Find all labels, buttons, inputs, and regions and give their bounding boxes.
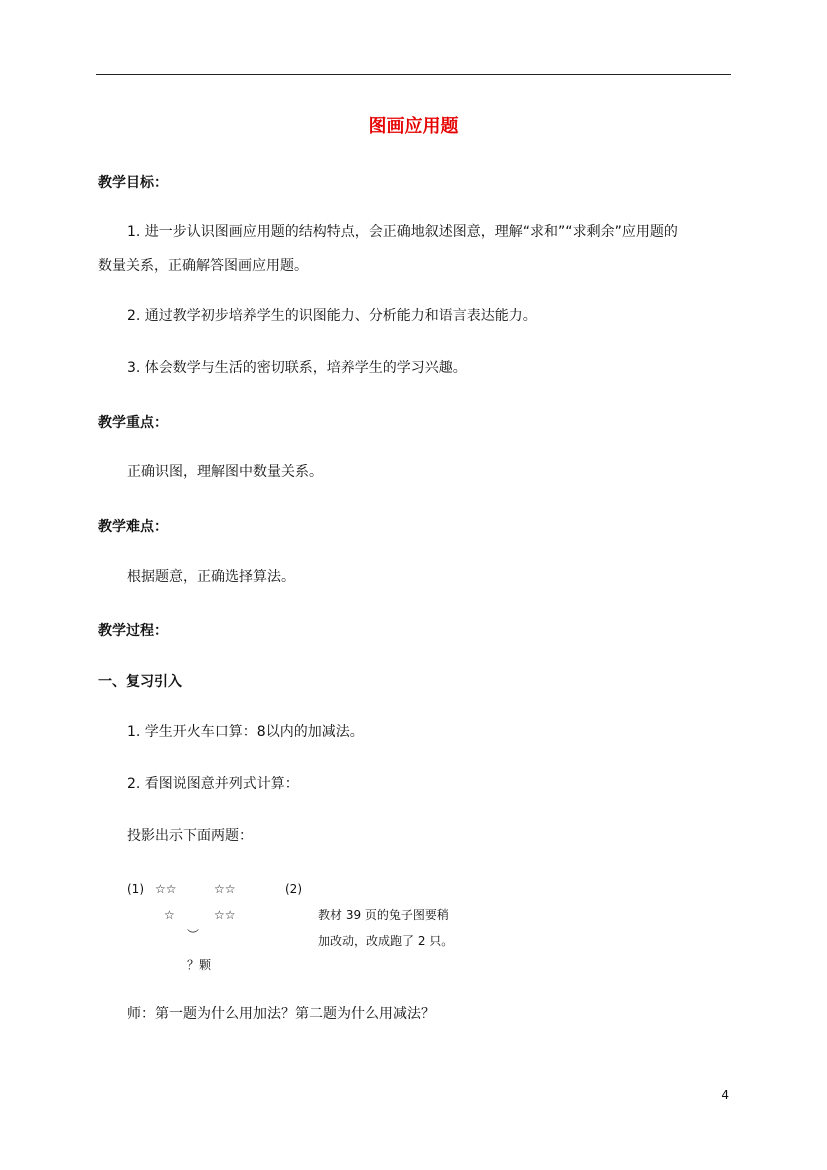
brace-icon: ︶ — [187, 928, 200, 942]
star-single-bottom-left: ☆ — [164, 908, 175, 922]
figure-note-line-1: 教材 39 页的兔子图要稍 — [318, 908, 449, 922]
heading-key-points: 教学重点： — [98, 415, 168, 431]
objective-2: 2. 通过教学初步培养学生的识图能力、分析能力和语言表达能力。 — [127, 308, 537, 324]
star-group-top-right: ☆☆ — [214, 882, 236, 896]
heading-process: 教学过程： — [98, 623, 168, 639]
star-group-top-left: ☆☆ — [155, 882, 177, 896]
section-1-heading: 一、复习引入 — [98, 674, 182, 690]
objective-3: 3. 体会数学与生活的密切联系，培养学生的学习兴趣。 — [127, 360, 467, 376]
teacher-question: 师：第一题为什么用加法？第二题为什么用减法？ — [127, 1006, 435, 1022]
star-group-bottom-right: ☆☆ — [214, 908, 236, 922]
problem-1-label: (1) — [127, 882, 144, 896]
header-rule — [96, 74, 731, 75]
page-number: 4 — [721, 1088, 729, 1102]
objective-1-line-2: 数量关系，正确解答图画应用题。 — [98, 258, 308, 274]
section-1-item-3: 投影出示下面两题： — [127, 828, 253, 844]
figure-note-line-2: 加改动，改成跑了 2 只。 — [318, 934, 454, 948]
section-1-item-2: 2. 看图说图意并列式计算： — [127, 776, 299, 792]
objective-1-line-1: 1. 进一步认识图画应用题的结构特点，会正确地叙述图意，理解“求和”“求剩余”应用题的 — [127, 224, 678, 240]
heading-objectives: 教学目标： — [98, 175, 168, 191]
problem-2-label: (2) — [285, 882, 302, 896]
key-point-text: 正确识图，理解图中数量关系。 — [127, 464, 323, 480]
heading-difficulties: 教学难点： — [98, 519, 168, 535]
difficulty-text: 根据题意，正确选择算法。 — [127, 569, 295, 585]
section-1-item-1: 1. 学生开火车口算：8以内的加减法。 — [127, 724, 364, 740]
page-title: 图画应用题 — [368, 116, 459, 137]
question-count-label: ？颗 — [187, 958, 212, 972]
